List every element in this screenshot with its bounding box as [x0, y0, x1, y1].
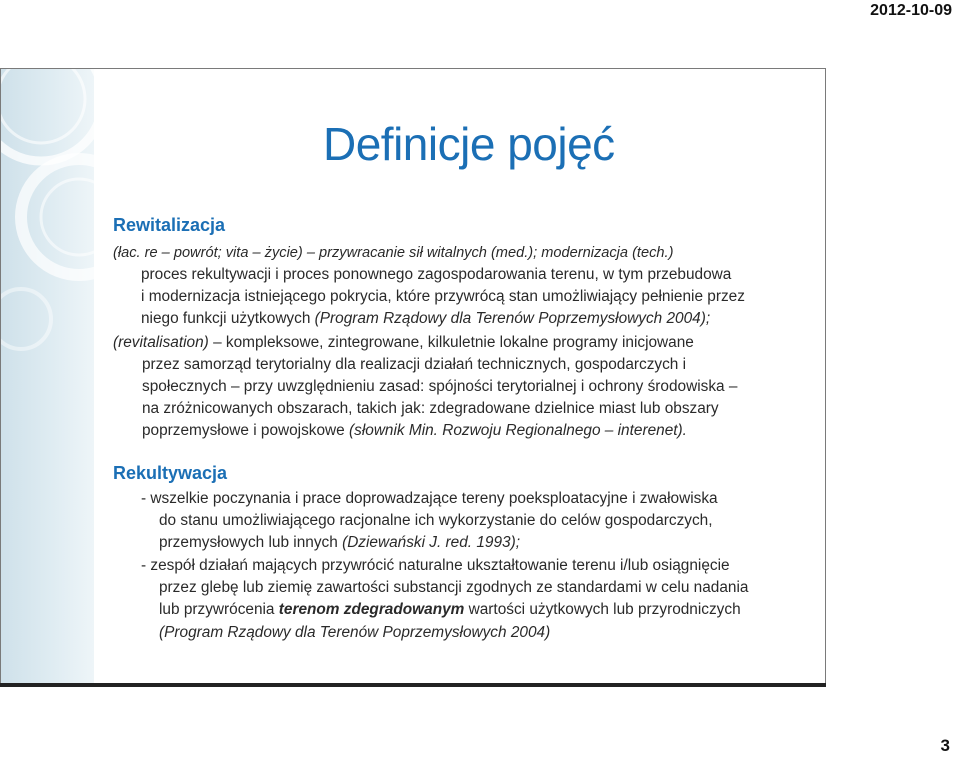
definition-1-line-3	[141, 309, 710, 329]
heading-rewitalizacja: Rewitalizacja	[113, 215, 226, 235]
slide-content	[1, 69, 826, 686]
definition-2-line-5	[142, 421, 687, 441]
rekultywacja-item-1-line-1: - wszelkie poczynania i prace doprowadzające tereny poeksploatacyjne i zwałowiska	[141, 490, 718, 507]
slide	[0, 68, 826, 686]
page-number: 3	[940, 736, 950, 755]
rekultywacja-item-1-line-3	[159, 533, 520, 553]
definition-2-line-1	[113, 333, 694, 353]
rekultywacja-item-2-line-3	[159, 600, 741, 620]
rekultywacja-item-2-line-2: przez glebę lub ziemię zawartości substancji zgodnych ze standardami w celu nadania	[159, 579, 749, 596]
definition-2-line-3: społecznych – przy uwzględnieniu zasad: spójności terytorialnej i ochrony środowiska –	[142, 378, 738, 395]
definition-1-text: niego funkcji użytkowych	[141, 310, 315, 327]
definition-2-text-end: poprzemysłowe i powojskowe	[142, 422, 350, 439]
rekultywacja-item-1-line-2: do stanu umożliwiającego racjonalne ich wykorzystanie do celów gospodarczych,	[159, 512, 713, 529]
definition-1-source: (Program Rządowy dla Terenów Poprzemysłowych 2004);	[314, 310, 711, 327]
page-date: 2012-10-09	[870, 2, 952, 19]
definition-1-line-2: i modernizacja istniejącego pokrycia, które przywrócą stan umożliwiający pełnienie przez	[141, 288, 745, 305]
definition-2-source: (słownik Min. Rozwoju Regionalnego – interenet).	[349, 422, 687, 439]
rekultywacja-item-2-line-1: - zespół działań mających przywrócić naturalne ukształtowanie terenu i/lub osiągnięcie	[141, 557, 730, 574]
definition-2-text: – kompleksowe, zintegrowane, kilkuletnie lokalne programy inicjowane	[208, 334, 694, 351]
rekultywacja-item-2-text-end: wartości użytkowych lub przyrodniczych	[464, 601, 741, 618]
heading-rekultywacja: Rekultywacja	[113, 463, 228, 483]
rekultywacja-item-2-text: lub przywrócenia	[159, 601, 279, 618]
rekultywacja-item-1-source: (Dziewański J. red. 1993);	[342, 534, 520, 551]
definition-2-term: (revitalisation)	[113, 334, 209, 351]
rekultywacja-item-1-text: przemysłowych lub innych	[159, 534, 343, 551]
definition-1-line-1: proces rekultywacji i proces ponownego zagospodarowania terenu, w tym przebudowa	[141, 266, 732, 283]
definition-2-line-2: przez samorząd terytorialny dla realizacji działań technicznych, gospodarczych i	[142, 356, 687, 373]
rekultywacja-item-2-source: (Program Rządowy dla Terenów Poprzemysłowych 2004)	[159, 624, 551, 641]
slide-title: Definicje pojęć	[323, 118, 615, 170]
definition-2-line-4: na zróżnicowanych obszarach, takich jak: zdegradowane dzielnice miast lub obszary	[142, 400, 719, 417]
etymology-text: (łac. re – powrót; vita – życie) – przywracanie sił witalnych (med.); modernizacja (tech.)	[113, 245, 674, 261]
rekultywacja-item-2-emphasis: terenom zdegradowanym	[278, 601, 465, 618]
slide-bottom-border	[0, 683, 826, 687]
